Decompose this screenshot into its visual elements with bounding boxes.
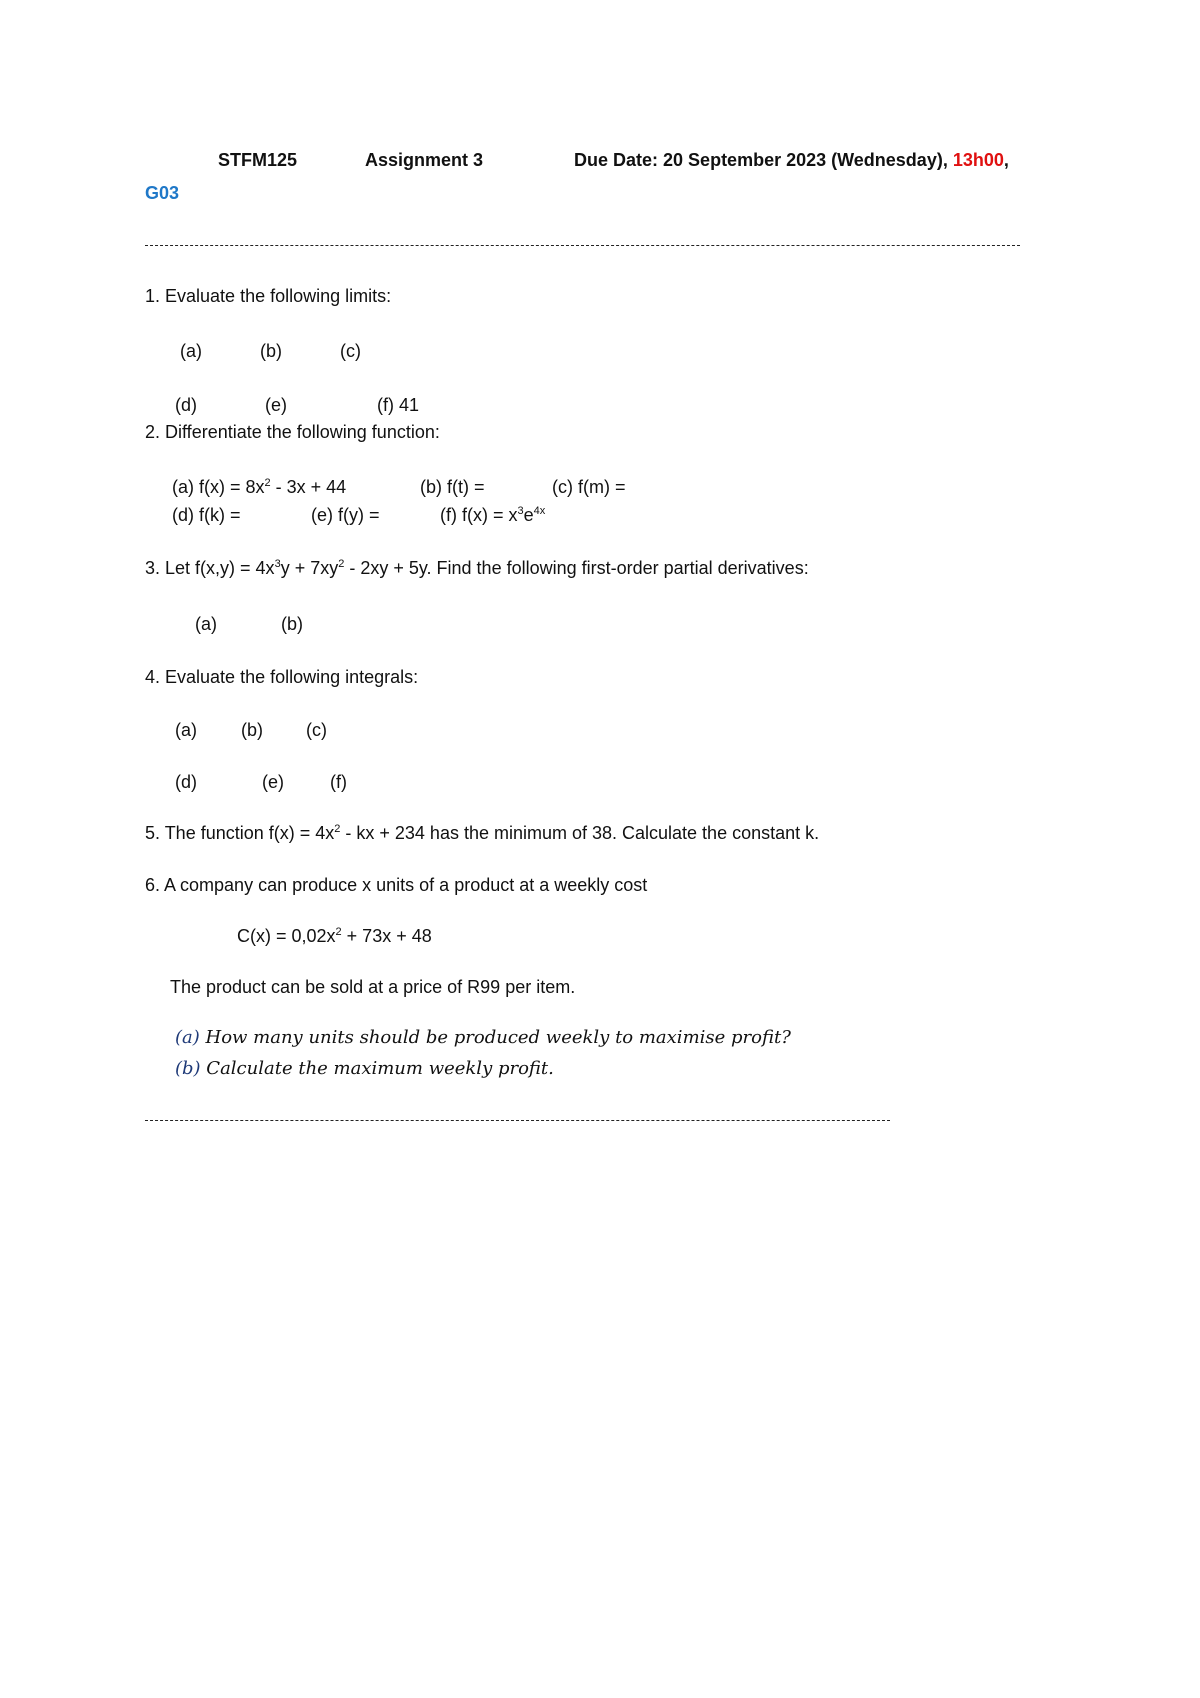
- q2-title: 2. Differentiate the following function:: [145, 422, 440, 442]
- q1-part-c: (c): [340, 341, 361, 361]
- q4-part-f: (f): [330, 772, 347, 792]
- top-divider: [145, 245, 1020, 246]
- q6-cost-post: + 73x + 48: [341, 926, 432, 946]
- q3-statement: [145, 558, 809, 579]
- q4-part-c: (c): [306, 720, 327, 740]
- q2-part-e: (e) f(y) =: [311, 505, 380, 525]
- q6-part-b: [175, 1058, 554, 1079]
- q4-part-b: (b): [241, 720, 263, 740]
- q2-a-post: - 3x + 44: [270, 477, 347, 497]
- due-comma: ,: [1003, 150, 1009, 170]
- q5-statement: [145, 823, 819, 844]
- q6-b-text: Calculate the maximum weekly profit.: [200, 1058, 554, 1079]
- q2-a-pre: (a) f(x) = 8x: [172, 477, 265, 497]
- q2-part-c: (c) f(m) =: [552, 477, 626, 497]
- q2-f-pre: (f) f(x) = x: [440, 505, 518, 525]
- q1-part-d: (d): [175, 395, 197, 415]
- q6-a-text: How many units should be produced weekly to maximise profit?: [199, 1027, 791, 1048]
- q6-price: The product can be sold at a price of R99 per item.: [170, 977, 576, 997]
- q2-f-mid: e: [523, 505, 534, 525]
- q6-cost-function: [237, 926, 432, 947]
- q6-cost-pre: C(x) = 0,02x: [237, 926, 336, 946]
- q4-title: 4. Evaluate the following integrals:: [145, 667, 419, 687]
- due-prefix: Due Date:: [574, 150, 659, 170]
- bottom-divider: [145, 1120, 890, 1121]
- q5-t2: - kx + 234 has the minimum of 38. Calculate the constant k.: [340, 823, 820, 843]
- q1-part-b: (b): [260, 341, 282, 361]
- q2-part-d: (d) f(k) =: [172, 505, 241, 525]
- due-date: 20 September 2023 (Wednesday),: [663, 150, 948, 170]
- q1-part-f: (f) 41: [377, 395, 420, 415]
- q1-title: 1. Evaluate the following limits:: [145, 286, 392, 306]
- q2-part-a: [172, 477, 346, 498]
- q2-part-f: [440, 505, 545, 526]
- q3-t3: - 2xy + 5y. Find the following first-order partial derivatives:: [344, 558, 809, 578]
- q3-t2: y + 7xy: [280, 558, 339, 578]
- course-code: STFM125: [218, 150, 298, 170]
- q2-f-exp1: 3: [517, 505, 524, 517]
- q5-e1: 2: [334, 823, 341, 835]
- q6-b-label: (b): [175, 1058, 201, 1079]
- q2-part-b: (b) f(t) =: [420, 477, 485, 497]
- q4-part-e: (e): [262, 772, 284, 792]
- q6-cost-exp: 2: [335, 926, 342, 938]
- q1-part-a: (a): [180, 341, 202, 361]
- due-date-line: [574, 150, 1009, 171]
- q4-part-d: (d): [175, 772, 197, 792]
- q2-a-exp: 2: [264, 477, 271, 489]
- q6-a-label: (a): [175, 1027, 200, 1048]
- due-time: 13h00: [952, 150, 1004, 170]
- group-code: G03: [145, 183, 180, 203]
- q3-part-a: (a): [195, 614, 217, 634]
- q4-part-a: (a): [175, 720, 197, 740]
- q3-t1: 3. Let f(x,y) = 4x: [145, 558, 275, 578]
- q6-title: 6. A company can produce x units of a product at a weekly cost: [145, 875, 648, 895]
- q5-t1: 5. The function f(x) = 4x: [145, 823, 335, 843]
- q3-e2: 2: [338, 558, 345, 570]
- q3-part-b: (b): [281, 614, 303, 634]
- q1-part-e: (e): [265, 395, 287, 415]
- q6-part-a: [175, 1027, 791, 1048]
- q2-f-exp2: 4x: [533, 505, 546, 517]
- q3-e1: 3: [274, 558, 281, 570]
- assignment-title: Assignment 3: [365, 150, 484, 170]
